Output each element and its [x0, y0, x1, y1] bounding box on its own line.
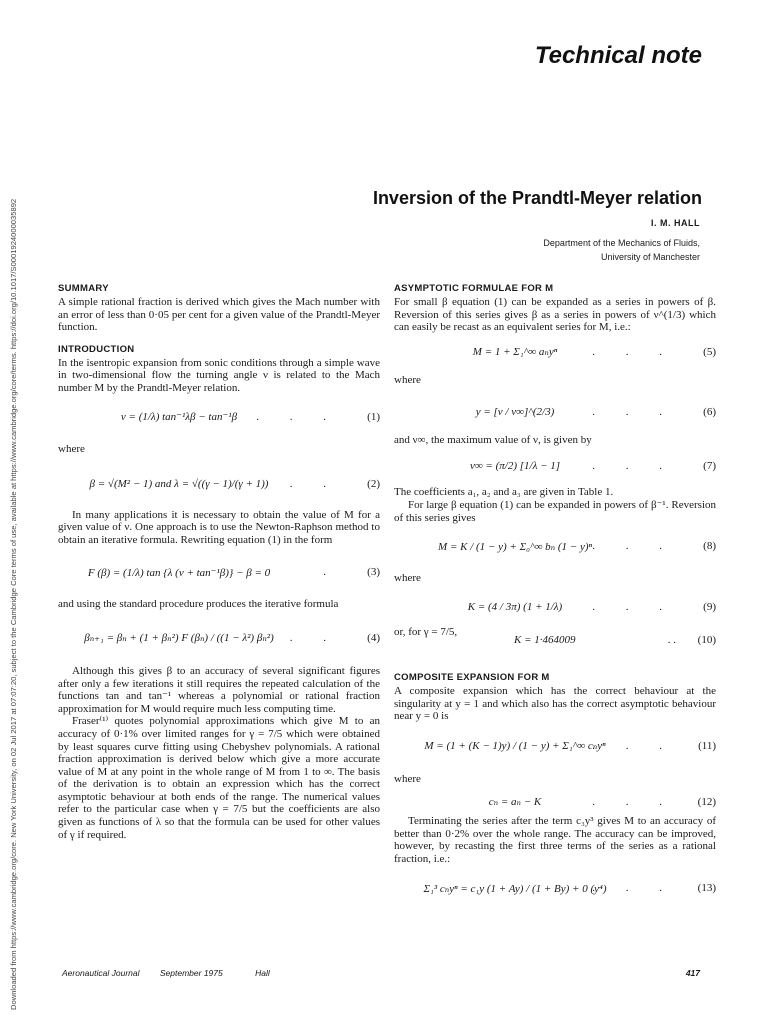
equation-number: (11) [698, 739, 716, 752]
equation-body: ν = (1/λ) tan⁻¹λβ − tan⁻¹β [120, 411, 238, 424]
equation-number: (3) [367, 566, 380, 579]
affiliation [543, 236, 700, 264]
equation-leader: . . . [592, 739, 676, 752]
equation-number: (6) [703, 405, 716, 418]
download-notice: Downloaded from https://www.cambridge.org/core. New York University, on 02 Jul 2017 at 07:07:20, subject to the Cambridge Core terms of use, available at https://www.cambridge.org/core/terms. https://doi.org/10.1017/S0001924000035892 [9, 198, 18, 1010]
equation-leader: . . . [592, 601, 676, 614]
equation-body: M = (1 + (K − 1)y) / (1 − y) + Σ₁^∞ cₙyⁿ [424, 740, 606, 753]
equation-body: y = [ν / ν∞]^(2/3) [475, 405, 555, 418]
where-label: where [394, 772, 421, 785]
equation-number: (2) [367, 477, 380, 490]
section-kicker: Technical note [534, 42, 702, 69]
equation-number: (5) [703, 345, 716, 358]
equation-7 [394, 446, 716, 486]
summary-heading: SUMMARY [58, 283, 109, 294]
equation-number: (10) [697, 634, 716, 647]
equation-body: Σ₁³ cₙyⁿ = c₁y (1 + Ay) / (1 + By) + 0 (y⁴) [423, 882, 607, 895]
affiliation-line: Department of the Mechanics of Fluids, [543, 238, 700, 248]
paragraph: In many applications it is necessary to obtain the value of M for a given value of ν. One approach is to use the Newton-Raphson method to obtain an iterative formula. Rewriting equation (1) in the form [58, 508, 380, 546]
equation-body: cₙ = aₙ − K [488, 796, 542, 809]
equation-10 [394, 626, 716, 647]
equation-leader: . . [667, 634, 676, 647]
equation-leader: . . . [592, 540, 676, 553]
equation-leader: . . . [592, 405, 676, 418]
page-number: 417 [685, 968, 700, 978]
equation-leader: . [323, 566, 340, 579]
equation-11 [394, 723, 716, 769]
footer-journal: Aeronautical Journal [62, 968, 140, 978]
footer-author: Hall [255, 968, 270, 978]
equation-leader: . . . [256, 410, 340, 423]
paragraph: Terminating the series after the term c₃y³ gives M to an accuracy of better than 0·2% over the whole range. The accuracy can be improved, however, by recasting the first three terms of the series as a rational fraction, i.e.: [394, 814, 716, 865]
equation-13 [394, 865, 716, 911]
paragraph: or, for γ = 7/5, [394, 626, 458, 639]
paragraph: For small β equation (1) can be expanded as a series in powers of β. Reversion of this series gives β as a series in powers of ν^(1/3) which can easily be recast as an equivalent series for M, i.e.: [394, 296, 716, 334]
paragraph: A composite expansion which has the correct behaviour at the singularity at y = 1 and which also has the correct asymptotic behaviour near y = 0 is [394, 685, 716, 723]
composite-heading: COMPOSITE EXPANSION FOR M [394, 672, 550, 684]
equation-number: (12) [697, 795, 716, 808]
equation-leader: . . . [592, 882, 676, 895]
equation-3 [58, 546, 380, 598]
asymptotic-heading: ASYMPTOTIC FORMULAE FOR M [394, 283, 554, 294]
equation-leader: . . . [592, 460, 676, 473]
equation-number: (8) [703, 540, 716, 553]
equation-body: K = (4 / 3π) (1 + 1/λ) [467, 601, 563, 614]
equation-1 [58, 395, 380, 439]
footer-left [62, 968, 270, 978]
equation-number: (9) [703, 601, 716, 614]
equation-number: (7) [703, 460, 716, 473]
equation-leader: . . . [592, 795, 676, 808]
equation-number: (1) [367, 410, 380, 423]
equation-body: F (β) = (1/λ) tan {λ (ν + tan⁻¹β)} − β = 0 [87, 566, 271, 579]
paragraph: Fraser⁽¹⁾ quotes polynomial approximations which give M to an accuracy of 0·1% over limited ranges for γ = 7/5 which were obtained by least squares curve fitting using Chebyshev polynomials. A rational fraction approximation is derived below which give a more accurate value of M at any point in the whole range of M from 1 to ∞. The basis of the derivation is to obtain an expression which has the correct asymptotic behaviour at both ends of the range. The numerical values refer to the particular case when γ = 7/5 but the coefficients are also given as functions of λ so that the formula can be used for other values of γ if required. [58, 715, 380, 841]
where-label: where [394, 572, 421, 585]
intro-heading: INTRODUCTION [58, 343, 135, 355]
equation-9 [394, 588, 716, 626]
footer-date: September 1975 [159, 968, 223, 978]
equation-body: ν∞ = (π/2) [1/λ − 1] [469, 460, 561, 473]
paragraph: The coefficients a₁, a₂ and a₃ are given in Table 1. [394, 486, 614, 499]
equation-leader: . . . [592, 345, 676, 358]
paragraph: and ν∞, the maximum value of ν, is given by [394, 433, 592, 446]
equation-body: βₙ₊₁ = βₙ + (1 + βₙ²) F (βₙ) / ((1 − λ²) βₙ²) [84, 632, 274, 645]
equation-body: β = √(M² − 1) and λ = √((γ − 1)/(γ + 1)) [89, 477, 269, 490]
paragraph: Although this gives β to an accuracy of several significant figures after only a few iterations it still requires the repeated calculation of the functions tan and tan⁻¹ whereas a polynomial or rational fraction approximation for M would require much less computing time. [58, 664, 380, 715]
where-label: where [58, 442, 85, 455]
equation-leader: . . . [256, 631, 340, 644]
intro-text: In the isentropic expansion from sonic conditions through a simple wave in two-dimensional flow the turning angle ν is related to the Mach number M by the Prandtl-Meyer relation. [58, 356, 380, 394]
left-column [58, 283, 380, 841]
summary-text: A simple rational fraction is derived which gives the Mach number with an error of less than 0·05 per cent for a given value of the Prandtl-Meyer function. [58, 296, 380, 334]
where-label: where [394, 373, 421, 386]
equation-body: M = 1 + Σ₁^∞ aₙyⁿ [472, 346, 558, 359]
equation-6 [394, 390, 716, 434]
equation-5 [394, 334, 716, 370]
equation-8 [394, 524, 716, 568]
equation-body: M = K / (1 − y) + Σ₀^∞ bₙ (1 − y)ⁿ [438, 540, 592, 553]
equation-4 [58, 611, 380, 665]
article-title: Inversion of the Prandtl-Meyer relation [372, 188, 702, 208]
author: I. M. HALL [651, 218, 700, 228]
paragraph: and using the standard procedure produces the iterative formula [58, 598, 339, 611]
equation-12 [394, 789, 716, 815]
paragraph: For large β equation (1) can be expanded in powers of β⁻¹. Reversion of this series gives [394, 498, 716, 524]
equation-2 [58, 459, 380, 509]
equation-number: (4) [367, 631, 380, 644]
equation-body: K = 1·464009 [514, 634, 576, 647]
affiliation-line: University of Manchester [600, 252, 700, 262]
equation-leader: . . [289, 477, 340, 490]
equation-number: (13) [697, 882, 716, 895]
right-column [394, 283, 716, 911]
